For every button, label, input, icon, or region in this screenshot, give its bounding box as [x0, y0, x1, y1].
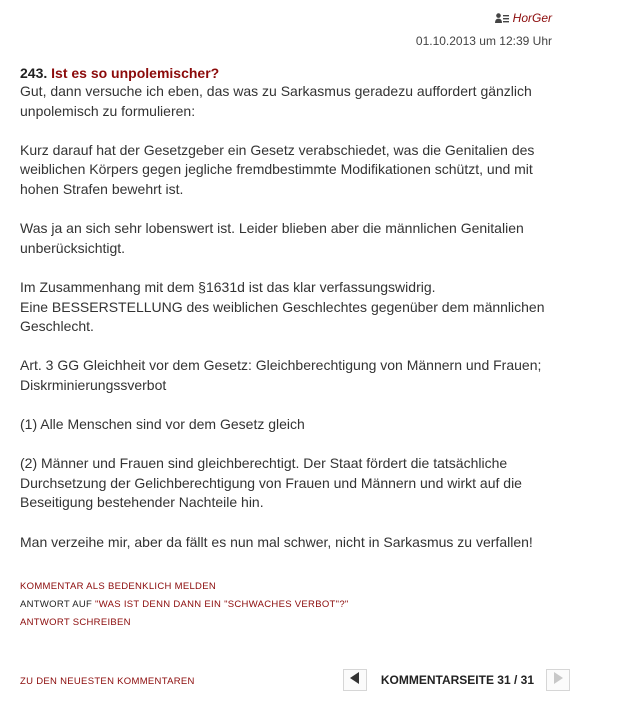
comment-title: Ist es so unpolemischer?: [51, 65, 220, 81]
page-indicator: KOMMENTARSEITE 31 / 31: [380, 673, 534, 687]
reply-to-row: [20, 596, 580, 614]
write-reply-link[interactable]: ANTWORT SCHREIBEN: [20, 617, 131, 628]
comment-meta: [292, 10, 552, 49]
comment-actions: [20, 578, 580, 632]
user-list-icon: [495, 12, 509, 28]
comment-paragraph: (1) Alle Menschen sind vor dem Gesetz gleich: [20, 416, 305, 433]
reply-to-link[interactable]: "WAS IST DENN DANN EIN "SCHWACHES VERBOT"?": [95, 599, 349, 610]
comment-paragraph: Kurz darauf hat der Gesetzgeber ein Gesetz verabschiedet, was die Genitalien des weiblichen Körpers gegen jegliche fremdbestimmte Modifikationen schützt, und mit hohen Strafen bewehrt ist.: [20, 141, 535, 197]
author-row: [292, 10, 552, 28]
right-margin: [590, 0, 628, 705]
comment: [20, 64, 565, 572]
comment-paragraph: (2) Männer und Frauen sind gleichberechtigt. Der Staat fördert die tatsächliche Durchsetzung der Gelichberechtigung von Frauen und Männern und wirkt auf die Beseitigung bestehender Nachteile hin.: [20, 455, 522, 511]
comment-body: [20, 82, 565, 552]
comment-date: 01.10.2013 um 12:39 Uhr: [415, 34, 552, 48]
comment-paragraph: Im Zusammenhang mit dem §1631d ist das klar verfassungswidrig. Eine BESSERSTELLUNG des weiblichen Geschlechtes gegenüber dem männlichen Geschlecht.: [20, 278, 545, 335]
comment-paragraph: Was ja an sich sehr lobenswert ist. Leider blieben aber die männlichen Genitalien unberücksichtigt.: [20, 220, 524, 256]
triangle-right-icon: [553, 671, 563, 689]
newest-comments-link[interactable]: ZU DEN NEUESTEN KOMMENTAREN: [20, 676, 195, 687]
next-page-button[interactable]: [546, 669, 570, 691]
reply-to-prefix: ANTWORT AUF: [20, 599, 96, 610]
comment-number: 243.: [20, 65, 48, 81]
comment-paragraph: Gut, dann versuche ich eben, das was zu Sarkasmus geradezu auffordert gänzlich unpolemisch zu formulieren:: [20, 83, 532, 119]
comment-paragraph: Man verzeihe mir, aber da fällt es nun mal schwer, nicht in Sarkasmus zu verfallen!: [20, 533, 533, 550]
comment-paragraph: Art. 3 GG Gleichheit vor dem Gesetz: Gleichberechtigung von Männern und Frauen; Diskrminierungssverbot: [20, 357, 542, 393]
prev-page-button[interactable]: [343, 669, 367, 691]
author-link[interactable]: HorGer: [512, 11, 552, 25]
pagination: [343, 668, 570, 692]
comments-footer: [20, 668, 570, 692]
triangle-left-icon: [350, 671, 360, 689]
comment-heading: [20, 64, 565, 82]
report-comment-link[interactable]: KOMMENTAR ALS BEDENKLICH MELDEN: [20, 581, 216, 592]
